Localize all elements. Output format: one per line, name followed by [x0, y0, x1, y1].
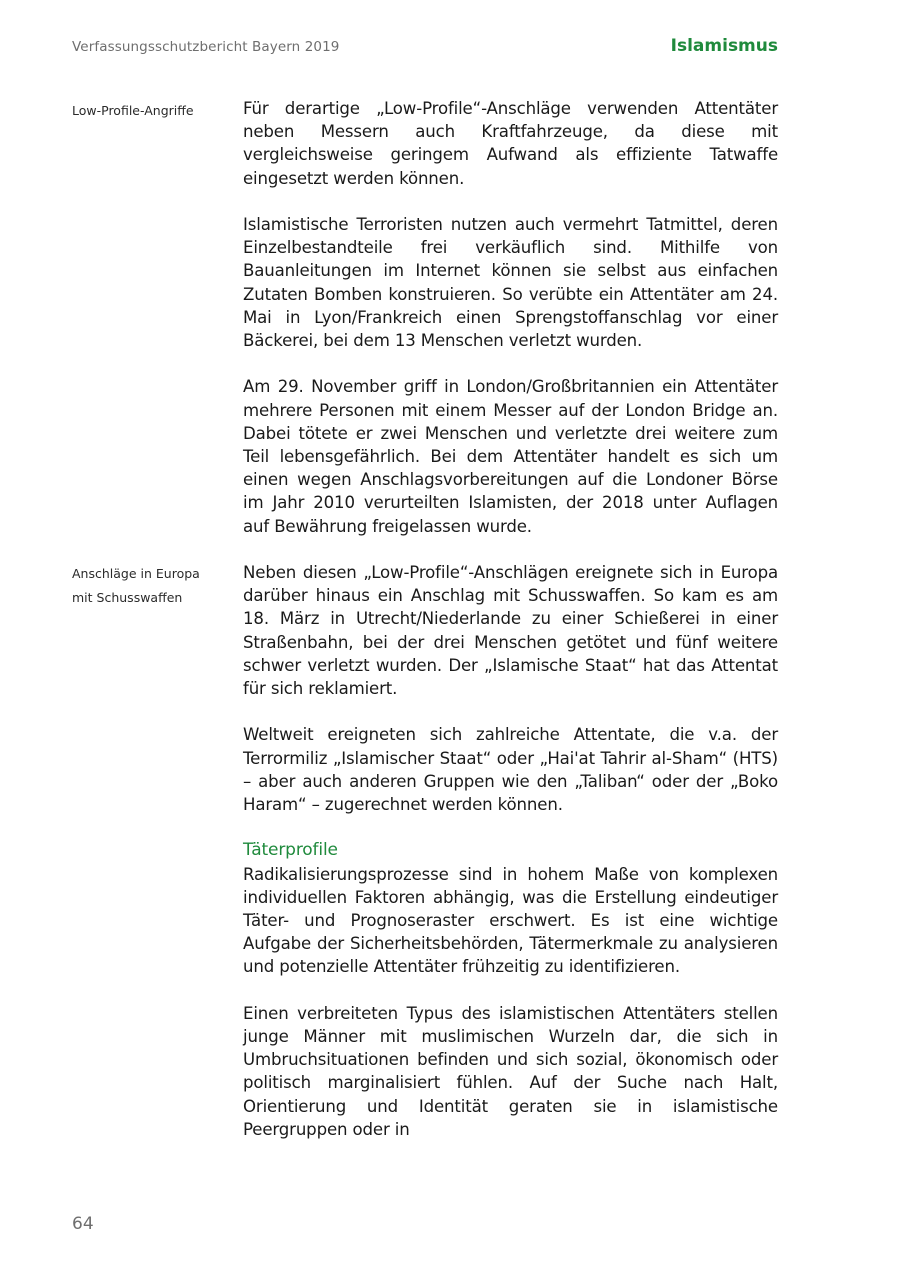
- paragraph-london: Am 29. November griff in London/Großbritannien ein Attentäter mehrere Personen mit einem Messer auf der London Bridge an. Dabei tötete er zwei Menschen und verletzte drei weitere zum Teil lebensgefährlich. Bei dem Attentäter handelt es sich um einen wegen Anschlagsvorbereitungen auf die Londoner Börse im Jahr 2010 verurteilten Islamisten, der 2018 unter Auflagen auf Bewährung freigelassen wurde.: [243, 377, 778, 536]
- paragraph-tatmittel: Islamistische Terroristen nutzen auch vermehrt Tatmittel, deren Einzelbestandteile frei verkäuflich sind. Mithilfe von Bauanleitungen im Internet können sie selbst aus einfachen Zutaten Bomben konstruieren. So verübte ein Attentäter am 24. Mai in Lyon/Frankreich einen Sprengstoffanschlag vor einer Bäckerei, bei dem 13 Menschen verletzt wurden.: [243, 215, 778, 351]
- section-label: Islamismus: [670, 36, 778, 56]
- document-title: Verfassungsschutzbericht Bayern 2019: [72, 39, 340, 55]
- paragraph-radikalisierung: Radikalisierungsprozesse sind in hohem Maße von komplexen individuellen Faktoren abhängig, was die Erstellung eindeutiger Täter- und Prognoseraster erschwert. Es ist eine wichtige Aufgabe der Sicherheitsbehörden, Tätermerkmale zu analysieren und potenzielle Attentäter frühzeitig zu identifizieren.: [243, 864, 778, 977]
- paragraph-utrecht: Neben diesen „Low-Profile“-Anschlägen ereignete sich in Europa darüber hinaus ein Anschlag mit Schusswaffen. So kam es am 18. März in Utrecht/Niederlande zu einer Schießerei in einer Straßenbahn, bei der drei Menschen getötet und fünf weitere schwer verletzt wurden. Der „Islamische Staat“ hat das Attentat für sich reklamiert.: [243, 563, 778, 699]
- page-number: 64: [72, 1214, 94, 1234]
- body-column: [243, 97, 778, 1164]
- page-header: [72, 36, 778, 60]
- paragraph-typus: Einen verbreiteten Typus des islamistischen Attentäters stellen junge Männer mit muslimischen Wurzeln dar, die sich in Umbruchsituationen befinden und sich sozial, ökonomisch oder politisch marginalisiert fühlen. Auf der Suche nach Halt, Orientierung und Identität geraten sie in islamistische Peergruppen oder in: [243, 1003, 778, 1139]
- subheading-taeterprofile: Täterprofile: [243, 840, 338, 861]
- margin-note-low-profile-text: Low-Profile-Angriffe: [72, 103, 194, 118]
- margin-note-low-profile: [72, 99, 232, 123]
- paragraph-low-profile: Für derartige „Low-Profile“-Anschläge verwenden Attentäter neben Messern auch Kraftfahrzeuge, da diese mit vergleichsweise geringem Aufwand als effiziente Tatwaffe eingesetzt werden können.: [243, 99, 778, 188]
- paragraph-weltweit: Weltweit ereigneten sich zahlreiche Attentate, die v.a. der Terrormiliz „Islamischer Staat“ oder „Hai'at Tahrir al-Sham“ (HTS) – aber auch anderen Gruppen wie den „Taliban“ oder der „Boko Haram“ – zugerechnet werden können.: [243, 725, 778, 815]
- margin-note-europe-line1: Anschläge in Europa: [72, 566, 200, 581]
- margin-note-europe-line2: mit Schusswaffen: [72, 590, 183, 605]
- margin-note-europe: [72, 562, 232, 610]
